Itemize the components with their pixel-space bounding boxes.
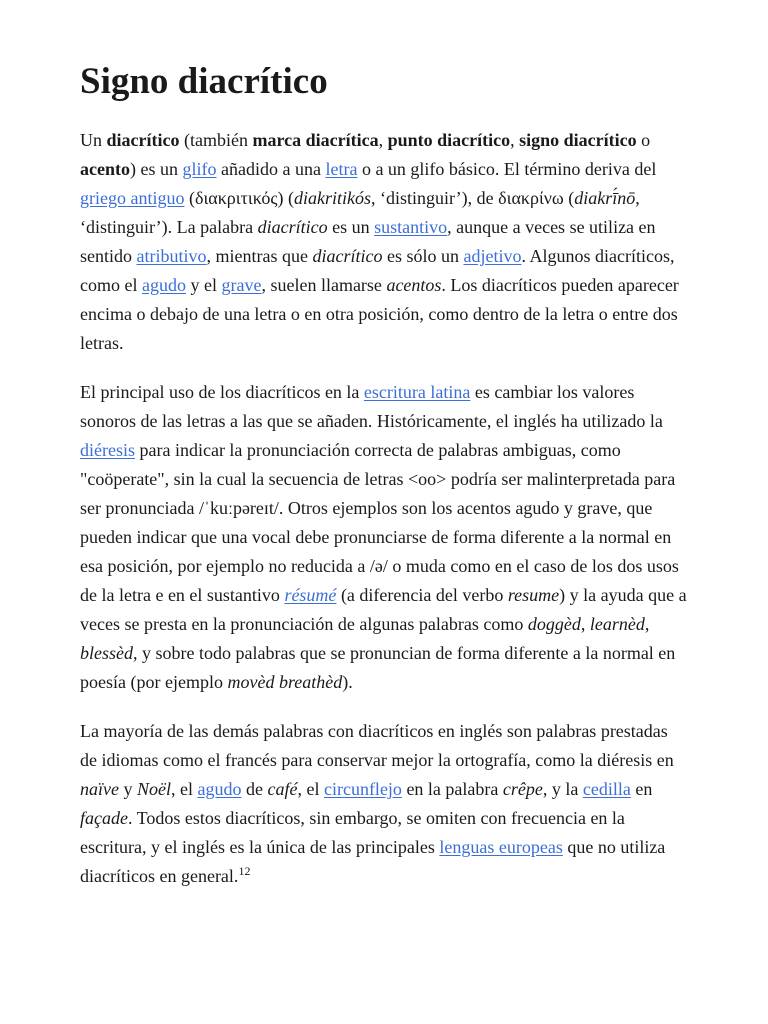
text-run: La mayoría de las demás palabras con diacríticos en inglés son palabras prestadas de idiomas como el francés para conservar mejor la ortografía, como la diéresis en: [80, 721, 674, 770]
text-run: para indicar la pronunciación correcta de palabras ambiguas, como "coöperate", sin la cual la secuencia de letras <oo> podría ser malinterpretada para ser pronunciada /ˈkuːpəreɪt/. Otros ejemplos son los acentos agudo y grave, que pueden indicar que una vocal debe pronunciarse de forma diferente a la normal en esa posición, por ejemplo no reducida a /ə/ o muda como en el caso de los dos usos de la letra e en el sustantivo: [80, 440, 679, 605]
text-run: El principal uso de los diacríticos en la: [80, 382, 364, 402]
paragraph-3: [80, 717, 688, 891]
text-run: ,: [644, 614, 650, 634]
text-run: es sólo un: [382, 246, 464, 266]
italic-term: diacrítico: [257, 217, 328, 237]
link-lenguas-europeas[interactable]: lenguas europeas: [439, 837, 563, 857]
link-escritura-latina[interactable]: escritura latina: [363, 382, 471, 402]
text-run: (a diferencia del verbo: [336, 585, 508, 605]
link-dieresis[interactable]: diéresis: [80, 440, 135, 460]
text-run: ).: [342, 672, 353, 692]
text-run: , mientras que: [206, 246, 313, 266]
italic-term: diakritikós: [294, 188, 371, 208]
link-adjetivo[interactable]: adjetivo: [463, 246, 522, 266]
italic-term: diacrítico: [312, 246, 383, 266]
italic-term: café: [267, 779, 298, 799]
text-run: añadido a una: [216, 159, 326, 179]
text-run: ) y la ayuda que a veces se presta en la pronunciación de algunas palabras como: [80, 585, 687, 634]
italic-term: learnèd: [589, 614, 645, 634]
text-run: ) es un: [129, 159, 183, 179]
text-run: en: [630, 779, 653, 799]
italic-term: façade: [80, 808, 128, 828]
text-run: (διακριτικός) (: [184, 188, 294, 208]
text-run: , y la: [542, 779, 583, 799]
italic-term: acentos: [386, 275, 442, 295]
text-run: y: [118, 779, 137, 799]
link-agudo[interactable]: agudo: [141, 275, 186, 295]
text-run: ,: [510, 130, 520, 150]
text-run: o: [636, 130, 651, 150]
text-run: , suelen llamarse: [261, 275, 387, 295]
text-run: o a un glifo básico. El término deriva del: [357, 159, 657, 179]
italic-term: diakrī́nō: [574, 188, 636, 208]
bold-term: marca diacrítica: [252, 130, 379, 150]
text-run: es cambiar los valores sonoros de las letras a las que se añaden. Históricamente, el inglés ha utilizado la: [80, 382, 663, 431]
bold-term: signo diacrítico: [519, 130, 637, 150]
text-run: , el: [297, 779, 324, 799]
text-run: y el: [185, 275, 222, 295]
link-circunflejo[interactable]: circunflejo: [323, 779, 402, 799]
bold-term: diacrítico: [106, 130, 180, 150]
paragraph-1: [80, 126, 688, 358]
text-run: , ‘distinguir’), de διακρίνω (: [371, 188, 575, 208]
text-run: ,: [580, 614, 590, 634]
text-run: Un: [80, 130, 107, 150]
text-run: . Todos estos diacríticos, sin embargo, se omiten con frecuencia en la escritura, y el inglés es la única de las principales: [80, 808, 625, 857]
italic-term: naïve: [80, 779, 119, 799]
link-grave[interactable]: grave: [221, 275, 262, 295]
text-run: de: [241, 779, 268, 799]
paragraph-2: [80, 378, 688, 697]
link-sustantivo[interactable]: sustantivo: [374, 217, 448, 237]
link-glifo[interactable]: glifo: [182, 159, 217, 179]
italic-term: blessèd: [80, 643, 133, 663]
italic-term: movèd breathèd: [227, 672, 343, 692]
italic-term: crêpe: [502, 779, 543, 799]
text-run: (también: [179, 130, 253, 150]
bold-term: punto diacrítico: [387, 130, 511, 150]
link-cedilla[interactable]: cedilla: [582, 779, 631, 799]
text-run: que no utiliza diacríticos en general.: [80, 837, 666, 886]
bold-term: acento: [80, 159, 130, 179]
text-run: . Los diacríticos pueden aparecer encima o debajo de una letra o en otra posición, como dentro de la letra o entre dos letras.: [80, 275, 679, 353]
text-run: . Algunos diacríticos, como el: [80, 246, 675, 295]
article-body: [80, 126, 688, 891]
text-run: , ‘distinguir’). La palabra: [80, 188, 640, 237]
italic-term: Noël: [136, 779, 171, 799]
text-run: , el: [170, 779, 198, 799]
text-run: en la palabra: [401, 779, 503, 799]
link-letra[interactable]: letra: [325, 159, 358, 179]
italic-term: doggèd: [527, 614, 581, 634]
text-run: es un: [327, 217, 375, 237]
footnote-ref: 12: [238, 864, 251, 878]
link-agudo-2[interactable]: agudo: [197, 779, 242, 799]
link-resume[interactable]: résumé: [284, 585, 337, 605]
text-run: , aunque a veces se utiliza en sentido: [80, 217, 656, 266]
text-run: , y sobre todo palabras que se pronuncian de forma diferente a la normal en poesía (por ejemplo: [80, 643, 676, 692]
link-atributivo[interactable]: atributivo: [136, 246, 207, 266]
link-griego-antiguo[interactable]: griego antiguo: [80, 188, 185, 208]
italic-term: resume: [507, 585, 560, 605]
page-title: Signo diacrítico: [80, 61, 328, 102]
text-run: ,: [378, 130, 388, 150]
